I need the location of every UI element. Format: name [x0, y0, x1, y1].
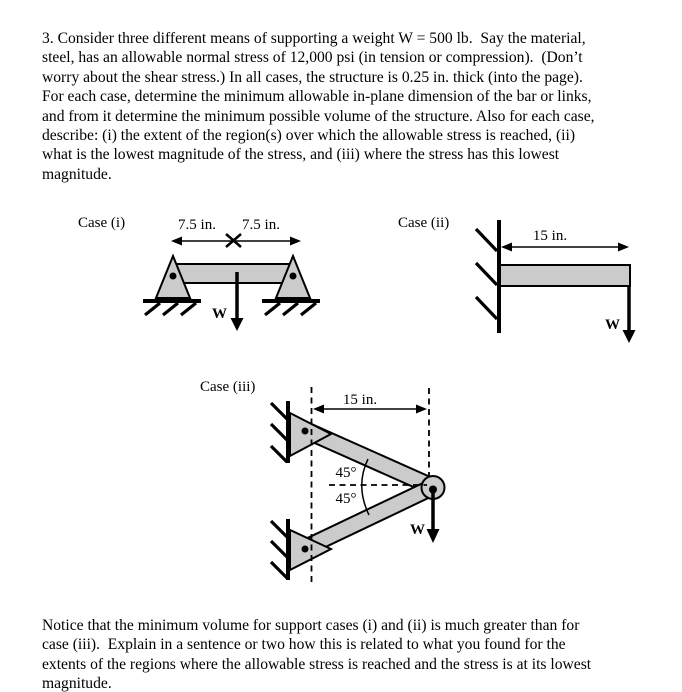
figure-case-i: [78, 215, 320, 331]
text-line: Notice that the minimum volume for support cases (i) and (ii) is much greater than for: [42, 617, 580, 634]
ground-hatching-right: [265, 303, 316, 315]
arrowhead-left-icon: [501, 243, 512, 252]
pin-dot-lower: [302, 546, 309, 553]
text-line: worry about the shear stress.) In all cases, the structure is 0.25 in. thick (into the page).: [42, 68, 583, 86]
text-line: what is the lowest magnitude of the stress, and (iii) where the stress has this lowest: [42, 146, 560, 164]
text-line: magnitude.: [42, 165, 112, 183]
text-line: case (iii). Explain in a sentence or two how this is related to what you found for the: [42, 636, 566, 654]
wall-hatching-lower: [271, 521, 287, 578]
pin-dot-upper: [302, 428, 309, 435]
figure-case-ii: [398, 215, 636, 343]
weight-arrowhead-icon: [623, 330, 636, 343]
closing-note: [42, 616, 591, 692]
case-label: Case (ii): [398, 215, 450, 231]
text-line: For each case, determine the minimum allowable in-plane dimension of the bar or links,: [42, 88, 592, 106]
text-line: 3. Consider three different means of supporting a weight W = 500 lb. Say the material,: [42, 30, 586, 47]
beam: [173, 264, 296, 283]
text-line: extents of the regions where the allowable stress is reached and the stress is at its lowest: [42, 655, 592, 673]
dimension-label: 7.5 in.: [242, 217, 280, 233]
case-label: Case (i): [78, 215, 126, 231]
figure-case-iii: [200, 379, 445, 583]
arrowhead-left-icon: [171, 237, 182, 246]
text-line: magnitude.: [42, 675, 112, 692]
pin-dot-right: [290, 273, 297, 280]
beam: [500, 265, 630, 286]
text-line: describe: (i) the extent of the region(s) over which the allowable stress is reached, (ii): [42, 127, 576, 145]
weight-arrowhead-icon: [231, 318, 244, 331]
text-line: steel, has an allowable normal stress of 12,000 psi (in tension or compression). (Don’t: [42, 49, 583, 67]
weight-arrowhead-icon: [427, 529, 440, 543]
weight-label: W: [212, 306, 227, 322]
ground-hatching-left: [145, 303, 196, 315]
weight-label: W: [605, 317, 620, 333]
angle-label-lower: 45°: [335, 491, 357, 507]
wall-hatching: [476, 229, 497, 319]
figures-canvas: [0, 195, 682, 605]
arrowhead-left-icon: [313, 405, 324, 414]
dimension-label: 15 in.: [342, 392, 378, 408]
pin-support-upper: [290, 413, 331, 456]
arrowhead-right-icon: [618, 243, 629, 252]
dimension-label: 15 in.: [532, 228, 568, 244]
arrowhead-right-icon: [416, 405, 427, 414]
pin-dot-left: [170, 273, 177, 280]
dimension-label: 7.5 in.: [178, 217, 216, 233]
weight-label: W: [410, 522, 425, 538]
problem-statement: [42, 29, 595, 184]
angle-label-upper: 45°: [335, 465, 357, 481]
wall-hatching-upper: [271, 403, 287, 462]
case-label: Case (iii): [200, 379, 256, 395]
arrowhead-right-icon: [290, 237, 301, 246]
text-line: and from it determine the minimum possible volume of the structure. Also for each case,: [42, 107, 595, 125]
